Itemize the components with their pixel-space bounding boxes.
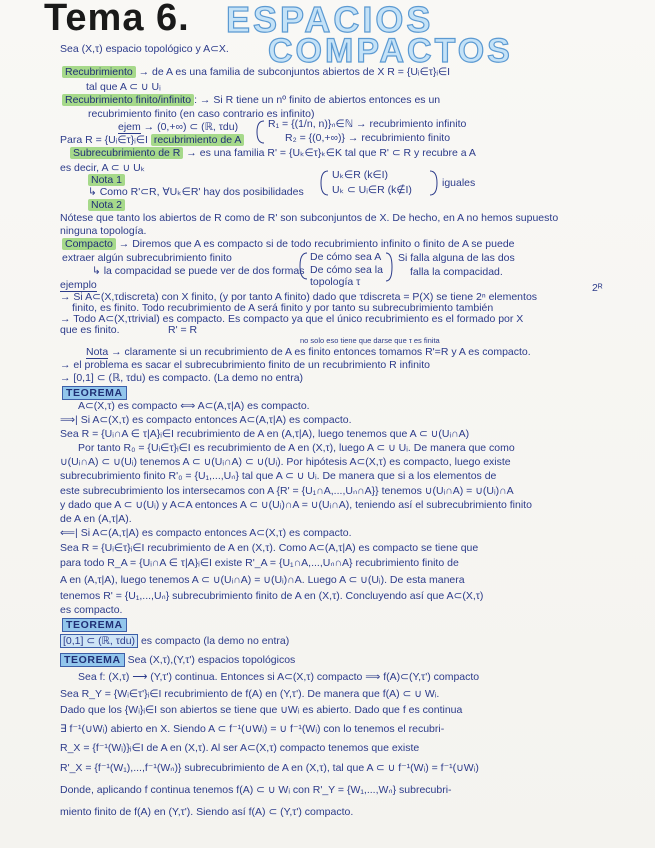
line-text: tal que A ⊂ ∪ Uᵢ [86,81,161,93]
line-text: de A en (A,τ|A). [60,513,132,525]
note-line [60,212,558,225]
note-line [88,186,304,199]
note-line [62,94,440,107]
note-line [118,121,238,134]
line-text: R' = R [168,324,198,336]
line-text: → de A es una familia de subconjuntos abiertos de X R = {Uᵢ∈τ}ᵢ∈I [135,66,451,78]
term-recubrimiento: Recubrimiento [62,66,136,78]
line-text: ninguna topología. [60,225,147,237]
note-line [78,671,479,684]
note-branch [410,266,503,279]
line-text: → el problema es sacar el subrecubrimiento finito de un recubrimiento R infinito [60,359,431,371]
note-line [60,513,132,526]
line-text: ∪(Uᵢ∩A) ⊂ ∪(Uᵢ) tenemos A ⊂ ∪(Uᵢ∩A) ⊂ ∪(Uᵢ). Por hipótesis A⊂(X,τ) es compacto, luego existe [60,456,511,468]
note-branch [332,184,412,197]
branch-brace-icon [254,118,266,146]
line-text: Sea (X,τ),(Y,τ') espacios topológicos [124,654,296,666]
note-branch [310,264,388,288]
note-line [60,499,532,512]
note-line [60,372,303,385]
line-text: subrecubrimiento finito R'₀ = {U₁,...,Uₙ} tal que A ⊂ ∪ Uᵢ. De manera que si a los elementos de [60,470,497,482]
note-branch [398,252,515,265]
note-line [60,43,229,56]
note-line [60,225,146,238]
line-text: De cómo sea A [310,251,382,263]
line-text: 2ᴿ [592,282,603,294]
note-line [70,147,476,160]
line-text: Sea f: (X,τ) ⟶ (Y,τ') continua. Entonces si A⊂(X,τ) compacto ⟹ f(A)⊂(Y,τ') compacto [78,671,480,683]
note-line [88,199,125,212]
line-text: R₁ = {(1/n, n)}ₙ∈ℕ → recubrimiento infinito [268,118,467,130]
line-text: Sea R = {Uᵢ∈τ}ᵢ∈I recubrimiento de A en (X,τ). Como A⊂(A,τ|A) es compacto se tiene que [60,542,479,554]
note-line [60,806,353,819]
note-line [62,238,515,251]
note-line [62,252,232,265]
note-line [60,527,352,540]
note-line [86,346,531,359]
line-text: que es finito. [60,324,120,336]
line-text: → claramente si un recubrimiento de A es finito entonces tomamos R'=R y A es compacto. [108,346,531,358]
note-line [62,387,127,400]
label-ejem: ejem [118,121,141,133]
note-line [60,590,483,603]
margin-note [592,282,603,295]
label-nota-1: Nota 1 [88,174,125,186]
label-ejemplo: ejemplo [60,279,97,291]
line-text: → Todo A⊂(X,τtrivial) es compacto. Es compacto ya que el único recubrimiento es el formado por X [60,313,524,325]
line-text: miento finito de f(A) en (Y,τ'). Siendo así f(A) ⊂ (Y,τ') compacto. [60,806,354,818]
line-text: → Si A⊂(X,τdiscreta) con X finito, (y por tanto A finito) dado que τdiscreta = P(X) se tiene 2ⁿ elementos [60,291,538,303]
line-text: → (0,+∞) ⊂ (ℝ, τdu) [140,121,239,133]
example-branch [268,118,466,131]
note-line [60,723,444,736]
line-text: Por tanto R₀ = {Uᵢ∈τ}ᵢ∈I es recubrimiento de A en (X,τ), luego A ⊂ ∪ Uᵢ. De manera que como [78,442,515,454]
line-text: ⟸| Si A⊂(A,τ|A) es compacto entonces A⊂(X,τ) es compacto. [60,527,352,539]
term-recubrimiento-finito: Recubrimiento finito/infinito [62,94,194,106]
line-text: es decir, A ⊂ ∪ Uₖ [60,162,146,174]
line-text: este subrecubrimiento los intersecamos con A {R' = {U₁∩A,...,Uₙ∩A}} tenemos ∪(Uᵢ∩A) = ∪(Uᵢ)∩A [60,485,514,497]
note-line [60,134,244,147]
label-teorema: TEOREMA [60,653,125,667]
note-line [86,81,161,94]
label-nota-2: Nota 2 [88,199,125,211]
line-text: recubrimiento finito (en caso contrario es infinito) [88,108,315,120]
side-note [300,336,440,345]
line-text: ↳ la compacidad se puede ver de dos formas [92,265,305,277]
note-line [60,784,452,797]
line-text: A en (A,τ|A), luego tenemos A ⊂ ∪(Uᵢ∩A) = ∪(Uᵢ)∩A. Luego A ⊂ ∪(Uᵢ). De esta manera [60,574,465,586]
line-text: es compacto (la demo no entra) [138,635,290,647]
note-line [60,359,430,372]
note-line [60,762,479,775]
note-line [60,654,295,667]
line-text: para todo R_A = {Uᵢ∩A ∈ τ|A}ᵢ∈I existe R'_A = {U₁∩A,...,Uₙ∩A} recubrimiento finito de [60,557,459,569]
example-branch [285,132,450,145]
line-text: → es una familia R' = {Uₖ∈τ}ₖ∈K tal que R' ⊂ R y recubre a A [183,147,476,159]
line-text: finito, es finito. Todo recubrimiento de A será finito y por tanto su subrecubrimiento también [72,302,494,314]
note-line [60,574,465,587]
line-text: : → Si R tiene un nº finito de abiertos entonces es un [194,94,441,106]
line-text: Si falla alguna de las dos [398,252,515,264]
title-tema: Tema 6. [44,0,190,39]
line-text: R'_X = {f⁻¹(W₁),...,f⁻¹(Wₙ)} subrecubrimiento de A en (X,τ), tal que A ⊂ ∪ f⁻¹(Wᵢ) = f⁻¹(∪Wᵢ) [60,762,479,774]
boxed-statement: [0,1] ⊂ (ℝ, τdu) [60,634,138,648]
line-text: no solo eso tiene que darse que τ es finita [300,336,440,345]
note-line [60,604,122,617]
branch-brace-icon [318,168,330,198]
note-line [168,324,197,337]
closing-brace-icon [384,250,394,284]
line-text: y dado que A ⊂ ∪(Uᵢ) y A⊂A entonces A ⊂ ∪(Uᵢ)∩A = ∪(Uᵢ∩A), teniendo así el subrecubrimiento finito [60,499,532,511]
line-text: R_X = {f⁻¹(Wᵢ)}ᵢ∈I de A en (X,τ). Al ser A⊂(X,τ) compacto tenemos que existe [60,742,420,754]
line-text: tenemos R' = {U₁,...,Uₙ} subrecubrimiento finito de A en (X,τ). Concluyendo así que A⊂(X,τ) [60,590,484,602]
label-teorema: TEOREMA [62,618,127,632]
line-text: Donde, aplicando f continua tenemos f(A) ⊂ ∪ Wᵢ con R'_Y = {W₁,...,Wₙ} subrecubri- [60,784,452,796]
line-text: falla la compacidad. [410,266,503,278]
line-text: De cómo sea la topología τ [310,264,383,288]
line-text: Sea (X,τ) espacio topológico y A⊂X. [60,43,229,55]
note-line [60,428,469,441]
note-line [60,635,289,648]
note-line [60,324,120,337]
note-branch [332,169,388,182]
line-text: ∃ f⁻¹(∪Wᵢ) abierto en X. Siendo A ⊂ f⁻¹(∪Wᵢ) = ∪ f⁻¹(Wᵢ) con lo tenemos el recubri- [60,723,445,735]
line-text: iguales [442,177,476,189]
line-text: Uₖ ⊂ Uᵢ∈R (k∉I) [332,184,412,196]
note-line [60,742,419,755]
note-line [60,414,352,427]
line-text: ↳ Como R'⊂R, ∀Uₖ∈R' hay dos posibilidades [88,186,304,198]
line-text: Sea R = {Uᵢ∩A ∈ τ|A}ᵢ∈I recubrimiento de A en (A,τ|A), luego tenemos que A ⊂ ∪(Uᵢ∩A) [60,428,470,440]
note-line [60,485,514,498]
note-line [60,557,459,570]
label-teorema: TEOREMA [62,386,127,400]
line-text: es compacto. [60,604,123,616]
line-text: Para R = {Uᵢ∈τ}ᵢ∈I [60,134,151,146]
line-text: Uₖ∈R (k∈I) [332,169,389,181]
note-line [60,688,439,701]
note-line [60,313,523,326]
line-text: R₂ = {(0,+∞)} → recubrimiento finito [285,132,451,144]
note-line [92,265,305,278]
note-branch [310,251,381,264]
line-text: Nótese que tanto los abiertos de R como de R' son subconjuntos de X. De hecho, en A no hemos supuesto [60,212,559,224]
line-text: extraer algún subrecubrimiento finito [62,252,232,264]
note-line [62,66,450,79]
title-espacios: ESPACIOS [226,0,434,40]
note-line [78,400,310,413]
line-text: Dado que los {Wᵢ}ᵢ∈I son abiertos se tiene que ∪Wᵢ es abierto. Dado que f es continua [60,704,463,716]
note-line [78,442,515,455]
note-line [60,456,511,469]
branch-brace-icon [297,250,309,282]
note-branch [442,177,475,190]
line-text: ⟹| Si A⊂(X,τ) es compacto entonces A⊂(A,τ|A) es compacto. [60,414,352,426]
term-recubrimiento-de-a: recubrimiento de A [151,134,245,146]
note-line [60,704,462,717]
term-compacto: Compacto [62,238,116,250]
title-compactos: COMPACTOS [268,32,513,70]
label-nota: Nota [86,346,109,358]
note-line [62,619,127,632]
line-text: Sea R_Y = {Wᵢ∈τ'}ᵢ∈I recubrimiento de f(A) en (Y,τ'). De manera que f(A) ⊂ ∪ Wᵢ. [60,688,440,700]
note-line [60,470,496,483]
term-subrecubrimiento: Subrecubrimiento de R [70,147,183,159]
line-text: A⊂(X,τ) es compacto ⟺ A⊂(A,τ|A) es compacto. [78,400,310,412]
closing-brace-icon [428,168,440,198]
line-text: → [0,1] ⊂ (ℝ, τdu) es compacto. (La demo no entra) [60,372,304,384]
line-text: → Diremos que A es compacto si de todo recubrimiento infinito o finito de A se puede [115,238,515,250]
note-line [60,542,478,555]
